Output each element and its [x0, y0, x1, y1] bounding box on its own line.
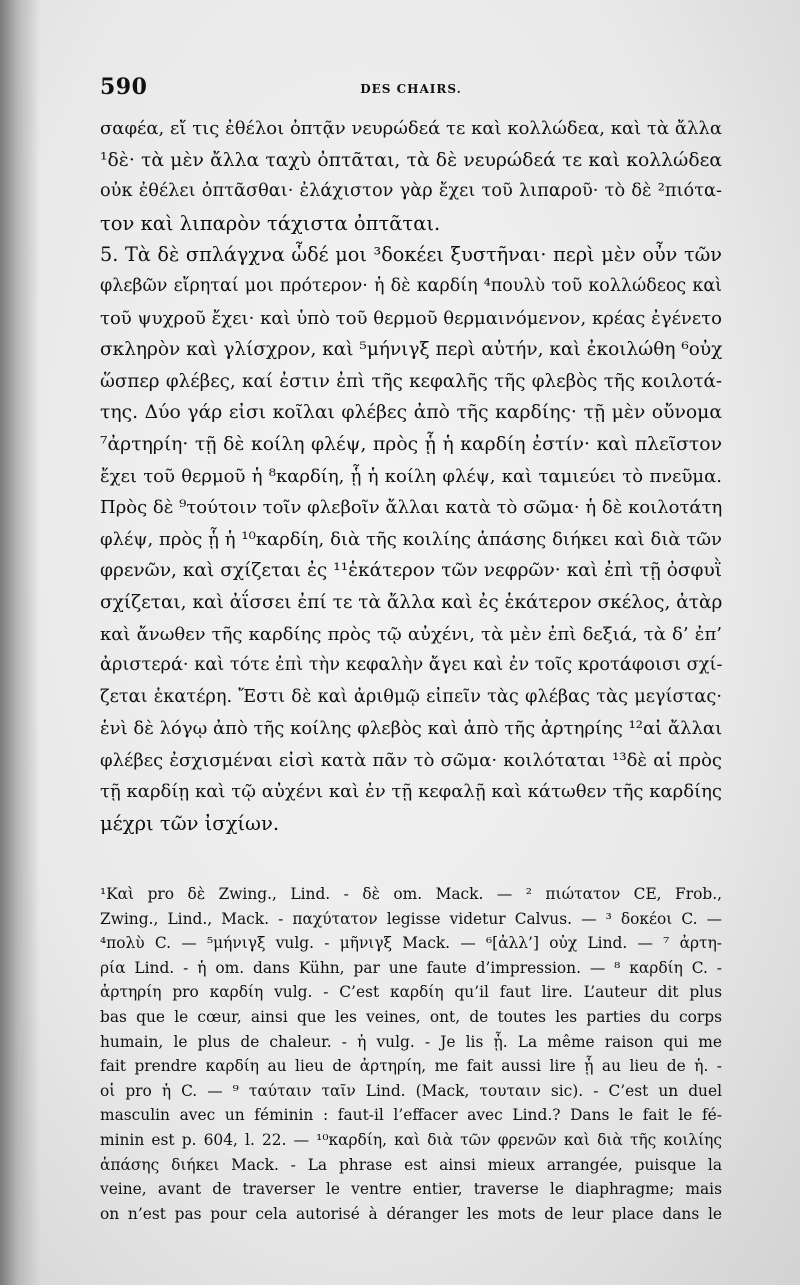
- text-line: σκληρὸν καὶ γλίσχρον, καὶ ⁵μήνιγξ περὶ αὐτήν, καὶ ἐκοιλώθη ⁶οὐχ: [100, 339, 722, 361]
- footnote-line: masculin avec un féminin : faut-il l’effacer avec Lind.? Dans le fait le fé-: [100, 1106, 722, 1125]
- text-line: σαφέα, εἴ τις ἐθέλοι ὀπτᾷν νευρώδεά τε καὶ κολλώδεα, καὶ τὰ ἄλλα: [100, 118, 722, 139]
- footnote-line: ¹Καὶ pro δὲ Zwing., Lind. - δὲ om. Mack. — ² πιώτατον CE, Frob.,: [100, 885, 722, 903]
- text-line: Πρὸς δὲ ⁹τούτοιν τοῖν φλεβοῖν ἄλλαι κατὰ τὸ σῶμα· ἡ δὲ κοιλοτάτη: [100, 497, 722, 519]
- text-line: φλέβες ἐσχισμέναι εἰσὶ κατὰ πᾶν τὸ σῶμα· κοιλόταται ¹³δὲ αἱ πρὸς: [100, 749, 722, 771]
- text-line: φλεβῶν εἴρηταί μοι πρότερον· ἡ δὲ καρδίη ⁴πουλὺ τοῦ κολλώδεος καὶ: [100, 275, 722, 296]
- footnote-line: humain, le plus de chaleur. - ἡ vulg. - Je lis ᾗ. La même raison qui me: [100, 1032, 722, 1051]
- running-title: DES CHAIRS.: [360, 82, 462, 96]
- text-line: καὶ ἄνωθεν τῆς καρδίης πρὸς τῷ αὐχένι, τὰ μὲν ἐπὶ δεξιά, τὰ δ’ ἐπ’: [100, 623, 722, 645]
- text-line: της. Δύο γάρ εἰσι κοῖλαι φλέβες ἀπὸ τῆς καρδίης· τῇ μὲν οὔνομα: [100, 402, 722, 424]
- footnote-line: fait prendre καρδίη au lieu de ἀρτηρίη, me fait aussi lire ᾗ au lieu de ἡ. -: [100, 1057, 722, 1076]
- text-line: σχίζεται, καὶ ἀΐσσει ἐπί τε τὰ ἄλλα καὶ ἐς ἑκάτερον σκέλος, ἀτὰρ: [100, 591, 722, 613]
- text-line: φλέψ, πρὸς ᾗ ἡ ¹⁰καρδίη, διὰ τῆς κοιλίης ἁπάσης διήκει καὶ διὰ τῶν: [100, 528, 722, 550]
- text-line: τοῦ ψυχροῦ ἔχει· καὶ ὑπὸ τοῦ θερμοῦ θερμαινόμενον, κρέας ἐγένετο: [100, 307, 722, 329]
- footnote-line: ἀρτηρίη pro καρδίη vulg. - C’est καρδίη qu’il faut lire. L’auteur dit plus: [100, 983, 722, 1002]
- footnote-line: ⁴πολὺ C. — ⁵μήνιγξ vulg. - μῆνιγξ Mack. — ⁶[ἀλλ’] οὐχ Lind. — ⁷ ἀρτη-: [100, 934, 722, 953]
- text-line: φρενῶν, καὶ σχίζεται ἐς ¹¹ἑκάτερον τῶν νεφρῶν· καὶ ἐπὶ τῇ ὀσφυῒ: [100, 560, 722, 582]
- footnote-line: οἱ pro ἡ C. — ⁹ ταύταιν ταῖν Lind. (Mack, τουταιν sic). - C’est un duel: [100, 1081, 722, 1100]
- text-line: ἑνὶ δὲ λόγῳ ἀπὸ τῆς κοίλης φλεβὸς καὶ ἀπὸ τῆς ἀρτηρίης ¹²αἱ ἄλλαι: [100, 718, 722, 740]
- footnote-line: on n’est pas pour cela autorisé à déranger les mots de leur place dans le: [100, 1204, 722, 1223]
- text-line: οὐκ ἐθέλει ὀπτᾶσθαι· ἐλάχιστον γὰρ ἔχει τοῦ λιπαροῦ· τὸ δὲ ²πιότα-: [100, 181, 722, 202]
- text-line: ⁷ἀρτηρίη· τῇ δὲ κοίλη φλέψ, πρὸς ᾗ ἡ καρδίη ἐστίν· καὶ πλεῖστον: [100, 433, 722, 455]
- footnote-line: ρία Lind. - ἡ om. dans Kühn, par une faute d’impression. — ⁸ καρδίη C. -: [100, 958, 722, 977]
- page-gutter-shadow: [0, 0, 40, 1285]
- greek-main-text: [100, 113, 722, 840]
- footnotes: [100, 882, 722, 1226]
- text-line: ἀριστερά· καὶ τότε ἐπὶ τὴν κεφαλὴν ἄγει καὶ ἐν τοῖς κροτάφοισι σχί-: [100, 655, 722, 676]
- text-line: τῇ καρδίῃ καὶ τῷ αὐχένι καὶ ἐν τῇ κεφαλῇ καὶ κάτωθεν τῆς καρδίης: [100, 781, 722, 803]
- text-line: τον καὶ λιπαρὸν τάχιστα ὀπτᾶται.: [100, 211, 441, 235]
- text-line: ἔχει τοῦ θερμοῦ ἡ ⁸καρδίη, ᾗ ἡ κοίλη φλέψ, καὶ ταμιεύει τὸ πνεῦμα.: [100, 465, 722, 487]
- footnote-line: Zwing., Lind., Mack. - παχύτατον legisse videtur Calvus. — ³ δοκέοι C. —: [100, 909, 722, 928]
- page-header: [100, 74, 722, 104]
- text-line: ὥσπερ φλέβες, καί ἐστιν ἐπὶ τῆς κεφαλῆς τῆς φλεβὸς τῆς κοιλοτά-: [100, 370, 722, 392]
- text-line: 5. Τὰ δὲ σπλάγχνα ὧδέ μοι ³δοκέει ξυστῆναι· περὶ μὲν οὖν τῶν: [100, 243, 722, 267]
- footnote-line: ἁπάσης διήκει Mack. - La phrase est ainsi mieux arrangée, puisque la: [100, 1155, 722, 1174]
- footnote-line: veine, avant de traverser le ventre entier, traverse le diaphragme; mais: [100, 1180, 722, 1199]
- page-number: 590: [100, 74, 148, 100]
- text-line: ζεται ἑκατέρη. Ἔστι δὲ καὶ ἀριθμῷ εἰπεῖν τὰς φλέβας τὰς μεγίστας·: [100, 686, 722, 707]
- text-line: ¹δὲ· τὰ μὲν ἄλλα ταχὺ ὀπτᾶται, τὰ δὲ νευρώδεά τε καὶ κολλώδεα: [100, 149, 722, 171]
- footnote-line: bas que le cœur, ainsi que les veines, ont, de toutes les parties du corps: [100, 1007, 722, 1026]
- text-line: μέχρι τῶν ἰσχίων.: [100, 812, 280, 836]
- footnote-line: minin est p. 604, l. 22. — ¹⁰καρδίη, καὶ διὰ τῶν φρενῶν καὶ διὰ τῆς κοιλίης: [100, 1130, 722, 1149]
